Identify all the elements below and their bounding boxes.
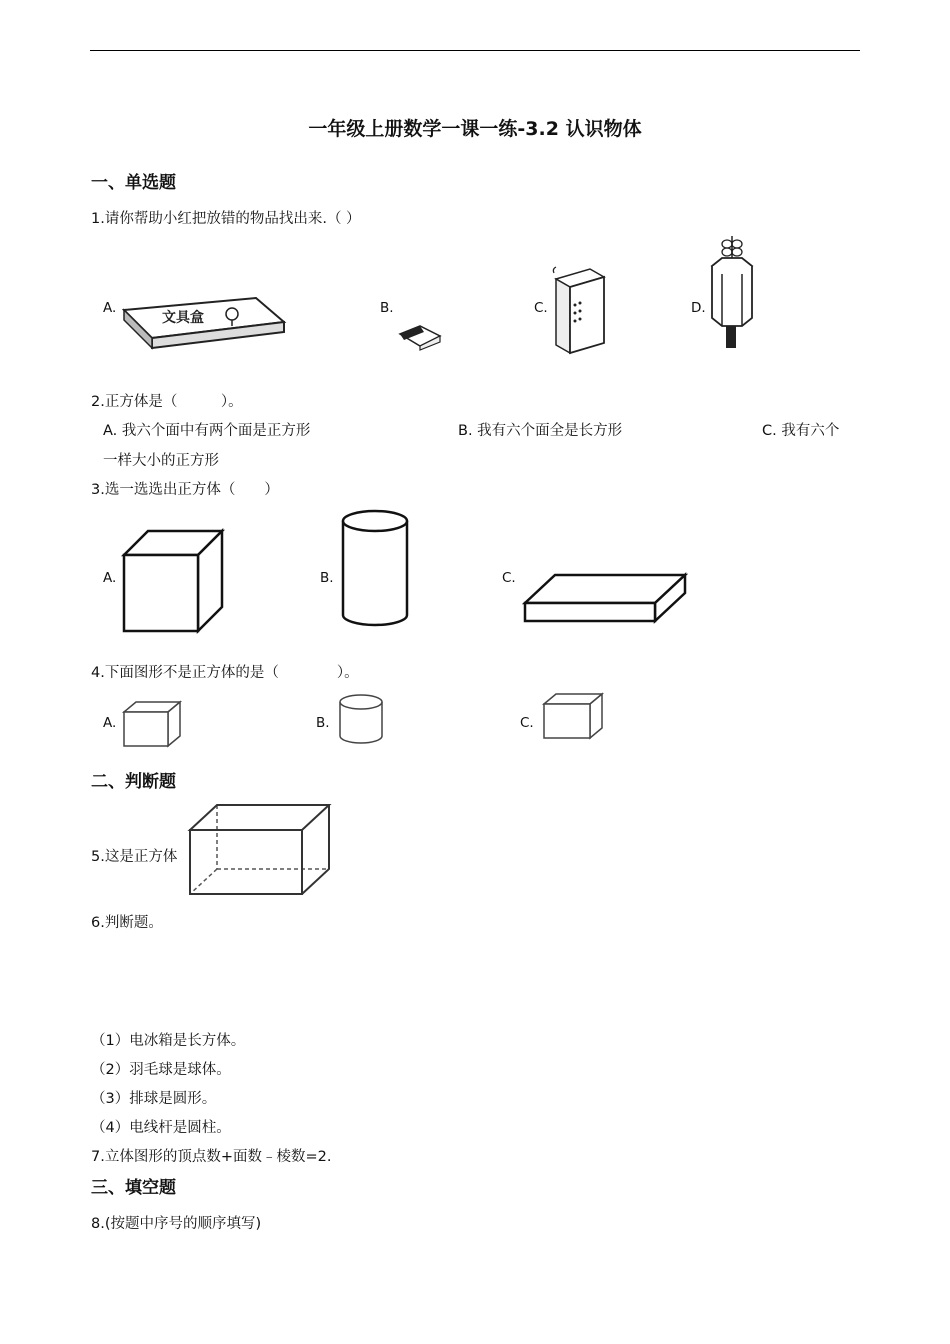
flat-cuboid-image bbox=[523, 573, 689, 625]
q2-option-c: C. 我有六个 bbox=[762, 423, 840, 439]
q2-option-c-continued: 一样大小的正方形 bbox=[103, 453, 219, 469]
q3-option-a-label: A. bbox=[103, 570, 117, 586]
q4-option-c-label: C. bbox=[520, 715, 534, 731]
question-2-text: 2.正方体是（ ）。 bbox=[91, 394, 243, 410]
question-6-text: 6.判断题。 bbox=[91, 915, 163, 931]
q2-option-b: B. 我有六个面全是长方形 bbox=[458, 423, 623, 439]
small-cylinder-image bbox=[338, 692, 384, 746]
q1-option-c-label: C. bbox=[534, 300, 548, 316]
cuboid-wireframe-image bbox=[187, 801, 333, 899]
q6-statement-3: （3）排球是圆形。 bbox=[91, 1091, 217, 1107]
q6-statement-4: （4）电线杆是圆柱。 bbox=[91, 1120, 231, 1136]
q1-option-d-label: D. bbox=[691, 300, 706, 316]
book-image bbox=[550, 265, 610, 357]
eraser-image bbox=[398, 322, 444, 350]
section-heading-fill-in: 三、填空题 bbox=[91, 1178, 176, 1198]
q1-option-b-label: B. bbox=[380, 300, 394, 316]
pencil-box-image bbox=[120, 292, 290, 354]
header-rule bbox=[90, 50, 860, 51]
pencil-box-text: 文具盒 bbox=[162, 310, 204, 326]
question-5-text: 5.这是正方体 bbox=[91, 849, 178, 865]
question-3-text: 3.选一选选出正方体（ ） bbox=[91, 482, 279, 498]
q6-statement-1: （1）电冰箱是长方体。 bbox=[91, 1033, 246, 1049]
q2-option-a: A. 我六个面中有两个面是正方形 bbox=[103, 423, 311, 439]
page-title: 一年级上册数学一课一练-3.2 认识物体 bbox=[308, 118, 642, 140]
q4-option-b-label: B. bbox=[316, 715, 330, 731]
section-heading-single-choice: 一、单选题 bbox=[91, 173, 176, 193]
hexagonal-pencil-image bbox=[704, 232, 760, 350]
q1-option-a-label: A. bbox=[103, 300, 117, 316]
question-4-text: 4.下面图形不是正方体的是（ ）。 bbox=[91, 665, 359, 681]
q3-option-b-label: B. bbox=[320, 570, 334, 586]
question-1-text: 1.请你帮助小红把放错的物品找出来.（ ） bbox=[91, 211, 361, 227]
question-7-text: 7.立体图形的顶点数+面数﹣棱数=2. bbox=[91, 1149, 332, 1165]
question-8-text: 8.(按题中序号的顺序填写) bbox=[91, 1216, 262, 1232]
q4-option-a-label: A. bbox=[103, 715, 117, 731]
q6-statement-2: （2）羽毛球是球体。 bbox=[91, 1062, 231, 1078]
cube-image bbox=[122, 529, 226, 633]
section-heading-true-false: 二、判断题 bbox=[91, 772, 176, 792]
small-cube-image-alt bbox=[542, 692, 606, 742]
q3-option-c-label: C. bbox=[502, 570, 516, 586]
cylinder-image bbox=[340, 509, 410, 629]
small-cube-image bbox=[122, 700, 184, 750]
